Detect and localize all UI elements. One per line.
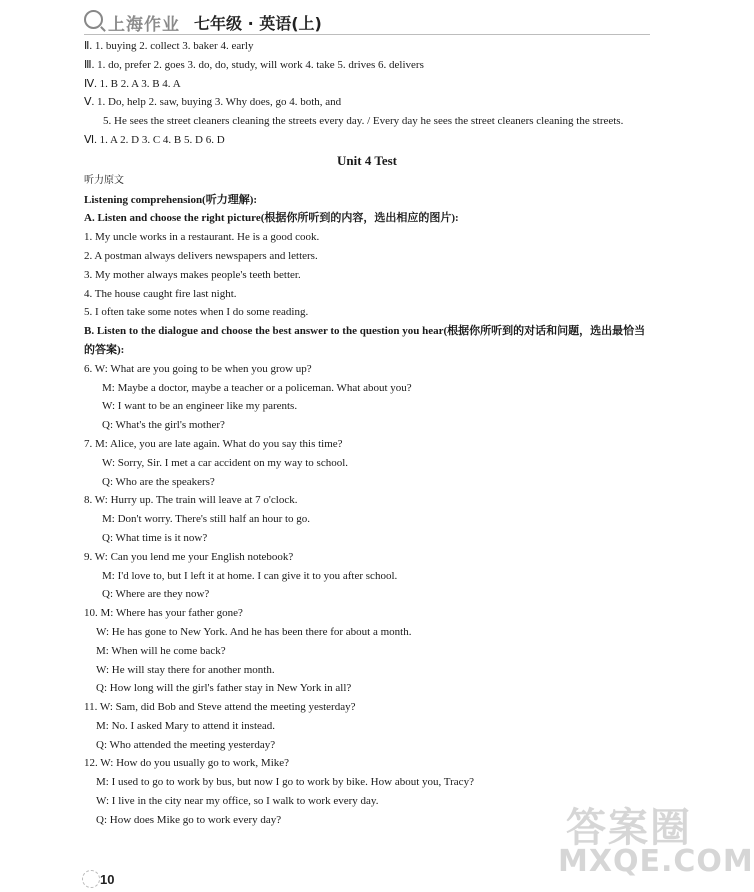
dialogue-item <box>84 435 650 491</box>
dialogue-line: Q: What time is it now? <box>102 531 208 544</box>
section-label: 听力原文 <box>84 174 124 186</box>
dialogue-line: Q: What's the girl's mother? <box>102 419 225 432</box>
answer-section-v: Ⅴ. 1. Do, help 2. saw, buying 3. Why does, go 4. both, and <box>84 96 342 109</box>
dialogue-first-line: 11. W: Sam, did Bob and Steve attend the meeting yesterday? <box>84 701 356 714</box>
page-number: 10 <box>100 872 115 887</box>
dialogue-line: W: I live in the city near my office, so I walk to work every day. <box>96 795 379 808</box>
brand-title: 上海作业 <box>108 15 180 35</box>
dialogue-line: W: Sorry, Sir. I met a car accident on my way to school. <box>102 456 349 469</box>
dialogue-item <box>84 491 650 547</box>
dialogue-line: Q: Where are they now? <box>102 588 210 601</box>
dialogue-first-line: 9. W: Can you lend me your English notebook? <box>84 550 294 563</box>
listening-heading: Listening comprehension(听力理解): <box>84 193 258 206</box>
sun-decoration-icon <box>82 870 100 888</box>
dialogue-line: W: He will stay there for another month. <box>96 663 275 676</box>
dialogue-first-line: 10. M: Where has your father gone? <box>84 607 243 620</box>
part-a-list <box>84 228 650 322</box>
dialogue-first-line: 12. W: How do you usually go to work, Mike? <box>84 757 290 770</box>
list-item: 1. My uncle works in a restaurant. He is a good cook. <box>84 231 320 244</box>
dialogue-line: Q: How long will the girl's father stay in New York in all? <box>96 682 352 695</box>
dialogue-line: Q: Who attended the meeting yesterday? <box>96 738 276 751</box>
dialogue-line: M: I'd love to, but I left it at home. I can give it to you after school. <box>102 569 398 582</box>
unit-test-title: Unit 4 Test <box>337 152 397 168</box>
magnifier-logo-icon <box>84 10 103 29</box>
dialogue-first-line: 6. W: What are you going to be when you grow up? <box>84 362 312 375</box>
answer-section-iv: Ⅳ. 1. B 2. A 3. B 4. A <box>84 77 181 90</box>
dialogue-item <box>84 698 650 754</box>
dialogue-first-line: 7. M: Alice, you are late again. What do you say this time? <box>84 437 343 450</box>
dialogue-line: Q: How does Mike go to work every day? <box>96 813 282 826</box>
dialogue-line: M: Don't worry. There's still half an hour to go. <box>102 513 311 526</box>
answer-section-iii: Ⅲ. 1. do, prefer 2. goes 3. do, do, study, will work 4. take 5. drives 6. delivers <box>84 58 424 71</box>
list-item: 3. My mother always makes people's teeth better. <box>84 268 301 281</box>
watermark-logo-text: 答案圈 <box>566 805 692 851</box>
part-a-heading: A. Listen and choose the right picture(根据你所听到的内容，选出相应的图片): <box>84 212 459 225</box>
list-item: 4. The house caught fire last night. <box>84 287 237 300</box>
dialogue-item <box>84 604 650 698</box>
dialogue-first-line: 8. W: Hurry up. The train will leave at 7 o'clock. <box>84 494 298 507</box>
answer-section-vi: Ⅵ. 1. A 2. D 3. C 4. B 5. D 6. D <box>84 133 225 146</box>
page-content <box>84 37 650 830</box>
watermark <box>558 796 754 886</box>
dialogue-line: W: I want to be an engineer like my parents. <box>102 400 298 413</box>
part-b-heading: B. Listen to the dialogue and choose the best answer to the question you hear(根据你所听到的对话和问题，选出最恰当的答案): <box>84 325 646 356</box>
answer-section-v-item5: 5. He sees the street cleaners cleaning the streets every day. / Every day he sees the street cleaners cleaning the streets. <box>103 115 624 128</box>
dialogue-line: M: No. I asked Mary to attend it instead. <box>96 719 276 732</box>
watermark-domain: MXQE.COM <box>558 844 754 879</box>
page-header <box>84 8 650 35</box>
dialogue-line: M: Maybe a doctor, maybe a teacher or a policeman. What about you? <box>102 381 412 394</box>
dialogue-item <box>84 360 650 435</box>
dialogue-line: W: He has gone to New York. And he has been there for about a month. <box>96 625 412 638</box>
dialogue-item <box>84 548 650 604</box>
dialogue-line: Q: Who are the speakers? <box>102 475 215 488</box>
part-b-list <box>84 360 650 830</box>
list-item: 2. A postman always delivers newspapers and letters. <box>84 249 318 262</box>
dialogue-line: M: When will he come back? <box>96 644 226 657</box>
list-item: 5. I often take some notes when I do some reading. <box>84 306 309 319</box>
page-footer <box>82 866 122 890</box>
dialogue-line: M: I used to go to work by bus, but now I go to work by bike. How about you, Tracy? <box>96 776 474 789</box>
book-subject: 七年级 · 英语(上) <box>194 14 322 33</box>
answer-section-ii: Ⅱ. 1. buying 2. collect 3. baker 4. early <box>84 40 254 52</box>
